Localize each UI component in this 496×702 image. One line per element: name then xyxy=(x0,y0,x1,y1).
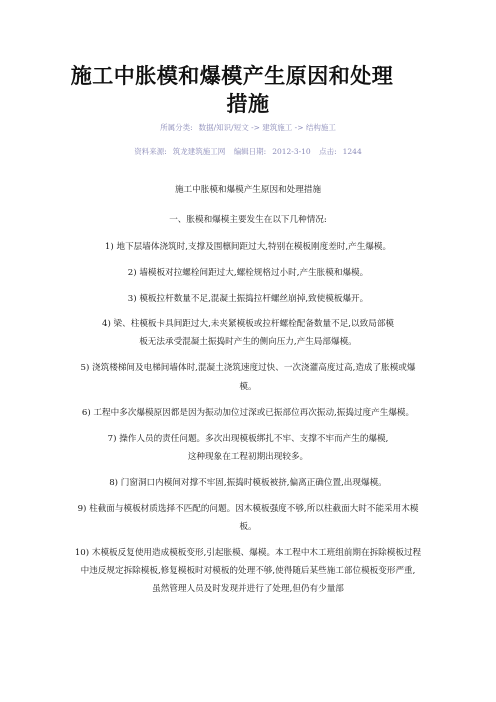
body-line: 这种现象在工程初期出现较多。 xyxy=(187,452,309,462)
source-meta xyxy=(0,146,496,157)
body-line: 1) 地下层墙体浇筑时,支撑及围檩间距过大,特别在模板刚度差时,产生爆模。 xyxy=(104,242,392,252)
section-heading: 一、胀模和爆模主要发生在以下几种情况: xyxy=(169,215,327,225)
body-line: 10) 木模板反复使用造成模板变形,引起胀模、爆模。本工程中木工班组前期在拆除模板过程 xyxy=(74,548,422,558)
body-line: 6) 工程中多次爆模原因都是因为振动加位过深或已振部位再次振动,振捣过度产生爆模。 xyxy=(81,408,415,418)
source-value[interactable]: 筑龙建筑施工网 xyxy=(172,147,226,156)
body-line: 模。 xyxy=(239,382,257,392)
clicks-value: 1244 xyxy=(342,147,362,156)
source-label: 资料来源: xyxy=(134,147,167,156)
body-line: 3) 模板拉杆数量不足,混凝土振捣拉杆螺丝崩掉,致使模板爆开。 xyxy=(127,294,369,304)
body-line: 5) 浇筑楼梯间及电梯间墙体时,混凝土浇筑速度过快、一次浇灌高度过高,造成了胀模或爆 xyxy=(80,363,416,373)
body-line: 中违反规定拆除模板,修复模板时对模板的处理不够,使得随后某些施工部位模板变形严重, xyxy=(80,566,416,576)
clicks-label: 点击: xyxy=(319,147,337,156)
category-path[interactable]: 数据/知识/短文 -> 建筑施工 -> 结构施工 xyxy=(198,123,336,132)
body-line: 虽然管理人员及时发现并进行了处理,但仍有少量部 xyxy=(152,584,344,594)
category-label: 所属分类: xyxy=(160,123,193,132)
document-title-line-2: 措施 xyxy=(226,92,270,116)
date-value: 2012-3-10 xyxy=(272,147,311,156)
body-line: 8) 门窗洞口内模间对撑不牢固,振捣时模板被挤,偏离正确位置,出现爆模。 xyxy=(109,478,387,488)
body-line: 4) 梁、柱模板卡具间距过大,未夹紧模板或拉杆螺栓配备数量不足,以致局部模 xyxy=(101,319,395,329)
body-line: 板无法承受混凝土振捣时产生的侧向压力,产生局部爆模。 xyxy=(139,337,357,347)
body-line: 板。 xyxy=(239,522,257,532)
document-title-line-1: 施工中胀模和爆模产生原因和处理 xyxy=(70,64,394,88)
category-meta xyxy=(0,122,496,133)
body-line: 2) 墙模板对拉螺栓间距过大,螺栓规格过小时,产生胀模和爆模。 xyxy=(127,268,369,278)
body-line: 7) 操作人员的责任问题。多次出现模板绑扎不牢、支撑不牢而产生的爆模, xyxy=(107,434,389,444)
body-line: 9) 柱截面与模板材质选择不匹配的问题。因木模板强度不够,所以柱截面大时不能采用木模 xyxy=(77,504,419,514)
body-heading: 施工中胀模和爆模产生原因和处理措施 xyxy=(174,185,322,195)
date-label: 编辑日期: xyxy=(233,147,267,156)
